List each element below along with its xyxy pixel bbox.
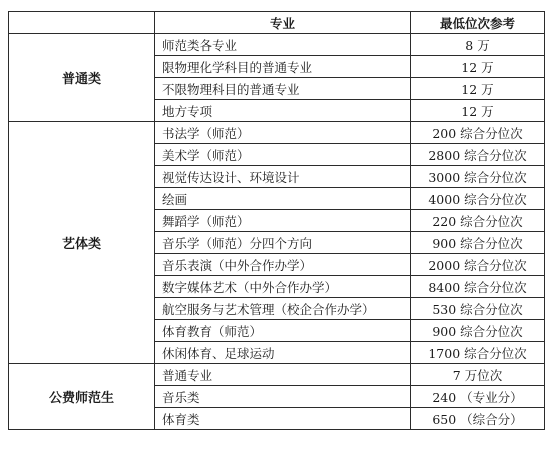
rank-cell: 220 综合分位次 bbox=[411, 210, 545, 232]
category-cell-funded-teacher: 公费师范生 bbox=[9, 364, 155, 430]
rank-cell: 4000 综合分位次 bbox=[411, 188, 545, 210]
major-cell: 音乐表演（中外合作办学） bbox=[155, 254, 411, 276]
major-cell: 地方专项 bbox=[155, 100, 411, 122]
rank-cell: 2800 综合分位次 bbox=[411, 144, 545, 166]
rank-cell: 2000 综合分位次 bbox=[411, 254, 545, 276]
major-cell: 视觉传达设计、环境设计 bbox=[155, 166, 411, 188]
major-cell: 休闲体育、足球运动 bbox=[155, 342, 411, 364]
rank-cell: 530 综合分位次 bbox=[411, 298, 545, 320]
rank-cell: 8400 综合分位次 bbox=[411, 276, 545, 298]
rank-cell: 240 （专业分） bbox=[411, 386, 545, 408]
category-cell-arts-sports: 艺体类 bbox=[9, 122, 155, 364]
rank-cell: 650 （综合分） bbox=[411, 408, 545, 430]
rank-cell: 12 万 bbox=[411, 100, 545, 122]
major-cell: 不限物理科目的普通专业 bbox=[155, 78, 411, 100]
major-cell: 限物理化学科目的普通专业 bbox=[155, 56, 411, 78]
header-major: 专业 bbox=[155, 12, 411, 34]
major-cell: 体育教育（师范） bbox=[155, 320, 411, 342]
major-cell: 书法学（师范） bbox=[155, 122, 411, 144]
table-row bbox=[9, 122, 545, 144]
rank-cell: 8 万 bbox=[411, 34, 545, 56]
rank-cell: 7 万位次 bbox=[411, 364, 545, 386]
major-cell: 师范类各专业 bbox=[155, 34, 411, 56]
admission-rank-table bbox=[8, 11, 545, 430]
category-cell-general: 普通类 bbox=[9, 34, 155, 122]
header-category bbox=[9, 12, 155, 34]
major-cell: 航空服务与艺术管理（校企合作办学） bbox=[155, 298, 411, 320]
major-cell: 体育类 bbox=[155, 408, 411, 430]
rank-cell: 900 综合分位次 bbox=[411, 232, 545, 254]
table-row bbox=[9, 34, 545, 56]
table-row bbox=[9, 364, 545, 386]
major-cell: 绘画 bbox=[155, 188, 411, 210]
rank-cell: 12 万 bbox=[411, 78, 545, 100]
major-cell: 普通专业 bbox=[155, 364, 411, 386]
rank-cell: 12 万 bbox=[411, 56, 545, 78]
major-cell: 舞蹈学（师范） bbox=[155, 210, 411, 232]
table-header-row bbox=[9, 12, 545, 34]
major-cell: 数字媒体艺术（中外合作办学） bbox=[155, 276, 411, 298]
major-cell: 音乐类 bbox=[155, 386, 411, 408]
major-cell: 美术学（师范） bbox=[155, 144, 411, 166]
header-rank: 最低位次参考 bbox=[411, 12, 545, 34]
major-cell: 音乐学（师范）分四个方向 bbox=[155, 232, 411, 254]
rank-cell: 900 综合分位次 bbox=[411, 320, 545, 342]
rank-cell: 3000 综合分位次 bbox=[411, 166, 545, 188]
rank-cell: 200 综合分位次 bbox=[411, 122, 545, 144]
rank-cell: 1700 综合分位次 bbox=[411, 342, 545, 364]
